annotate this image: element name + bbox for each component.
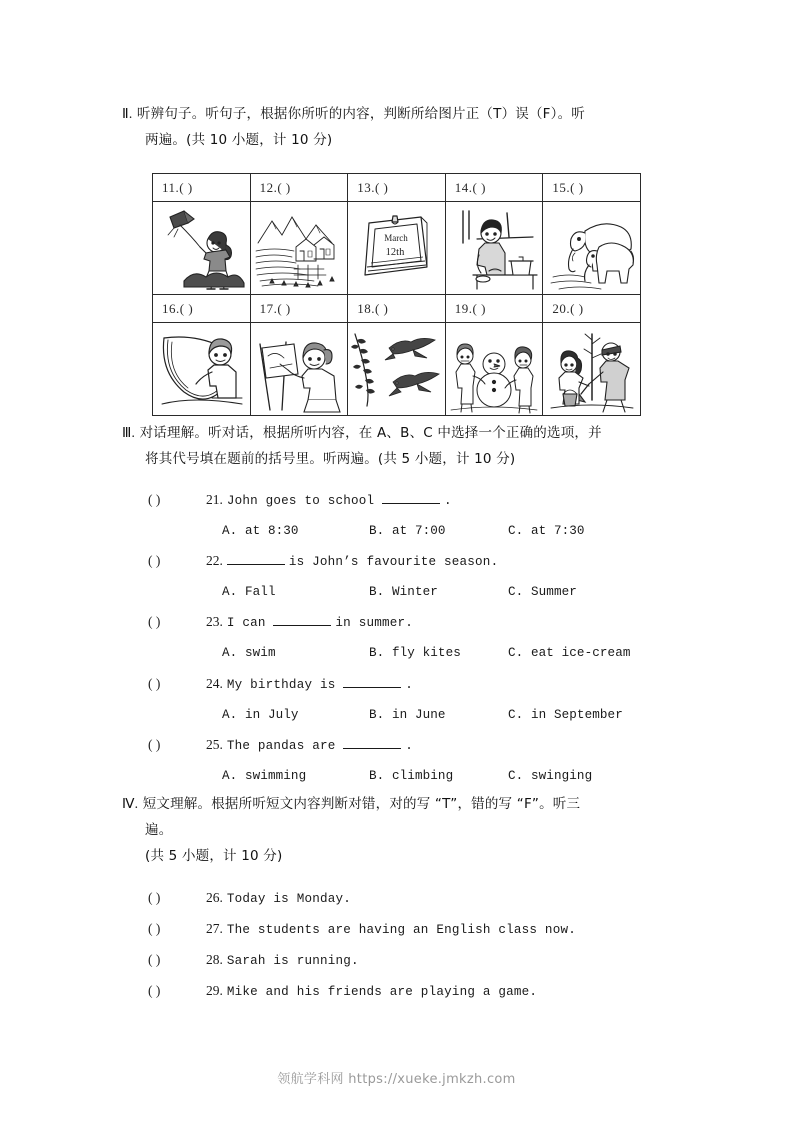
section-iv-line2: 遍。 (145, 822, 173, 838)
answer-blank-25[interactable]: ( ) (148, 737, 161, 752)
option-24-c[interactable]: C. in September (508, 708, 623, 722)
calendar-day-text: 12th (386, 247, 405, 258)
option-21-a[interactable]: A. at 8:30 (222, 524, 299, 538)
answer-blank-22[interactable]: ( ) (148, 553, 161, 568)
options-22 (222, 582, 692, 600)
children-snowman-picture (447, 324, 541, 414)
question-26 (148, 889, 688, 907)
question-text-23-before: I can (226, 616, 274, 630)
section-iii-line1: 对话理解。听对话，根据所听内容，在 A、B、C 中选择一个正确的选项，并 (139, 425, 602, 441)
question-21 (148, 491, 688, 509)
picture-cell-20 (543, 323, 641, 416)
question-number-22: 22. (206, 553, 223, 568)
section-iv-roman: Ⅳ. (122, 796, 139, 811)
answer-cell-18[interactable]: 18.( ) (348, 295, 446, 323)
option-24-b[interactable]: B. in June (369, 708, 446, 722)
picture-judgement-table (152, 173, 641, 416)
question-text-25-after: . (405, 739, 414, 753)
boy-cooking-picture (447, 203, 541, 293)
question-text-28: Sarah is running. (226, 954, 359, 968)
question-number-21: 21. (206, 492, 223, 507)
question-text-23-after: in summer. (335, 616, 413, 630)
answer-blank-28[interactable]: ( ) (148, 952, 161, 967)
answer-cell-17[interactable]: 17.( ) (250, 295, 348, 323)
section-iv-line1: 短文理解。根据所听短文内容判断对错，对的写 “T”，错的写 “F”。听三 (142, 796, 581, 812)
question-27 (148, 920, 688, 938)
picture-cell-15 (543, 202, 641, 295)
answer-blank-23[interactable]: ( ) (148, 614, 161, 629)
fill-blank-21[interactable] (382, 503, 440, 504)
swallows-willow-picture (349, 324, 443, 414)
section-iii-line2: 将其代号填在题前的括号里。听两遍。(共 5 小题，计 10 分) (145, 451, 516, 467)
section-ii-heading (122, 101, 688, 153)
options-23 (222, 643, 692, 661)
picture-cell-12 (250, 202, 348, 295)
question-text-21-after: . (444, 494, 452, 508)
answer-cell-14[interactable]: 14.( ) (445, 174, 543, 202)
footer-watermark: 领航学科网 https://xueke.jmkzh.com (277, 1072, 516, 1087)
question-number-27: 27. (206, 921, 223, 936)
question-number-23: 23. (206, 614, 223, 629)
fill-blank-22[interactable] (227, 564, 285, 565)
answer-blank-27[interactable]: ( ) (148, 921, 161, 936)
option-23-b[interactable]: B. fly kites (369, 646, 461, 660)
elephants-drinking-picture (545, 203, 639, 293)
answer-cell-12[interactable]: 12.( ) (250, 174, 348, 202)
answer-cell-19[interactable]: 19.( ) (445, 295, 543, 323)
answer-blank-24[interactable]: ( ) (148, 676, 161, 691)
question-number-26: 26. (206, 890, 223, 905)
mountain-village-field-picture (252, 203, 346, 293)
picture-cell-16 (153, 323, 251, 416)
option-23-c[interactable]: C. eat ice-cream (508, 646, 631, 660)
options-24 (222, 705, 692, 723)
question-text-29: Mike and his friends are playing a game. (226, 985, 538, 999)
options-25 (222, 766, 692, 784)
question-text-24-after: . (405, 678, 414, 692)
picture-cell-11 (153, 202, 251, 295)
girl-flying-kite-picture (154, 203, 248, 293)
girl-painting-easel-picture (252, 324, 346, 414)
picture-cell-14 (445, 202, 543, 295)
table-row (153, 174, 641, 202)
picture-cell-18 (348, 323, 446, 416)
table-row (153, 323, 641, 416)
question-number-25: 25. (206, 737, 223, 752)
answer-blank-21[interactable]: ( ) (148, 492, 161, 507)
section-iii-heading (122, 420, 688, 472)
answer-cell-16[interactable]: 16.( ) (153, 295, 251, 323)
picture-cell-13 (348, 202, 446, 295)
answer-cell-15[interactable]: 15.( ) (543, 174, 641, 202)
question-22 (148, 552, 688, 570)
question-number-29: 29. (206, 983, 223, 998)
section-ii-roman: Ⅱ. (122, 106, 133, 121)
question-number-24: 24. (206, 676, 223, 691)
fill-blank-24[interactable] (343, 687, 401, 688)
fill-blank-23[interactable] (273, 625, 331, 626)
option-24-a[interactable]: A. in July (222, 708, 299, 722)
answer-cell-11[interactable]: 11.( ) (153, 174, 251, 202)
answer-blank-26[interactable]: ( ) (148, 890, 161, 905)
question-text-21-before: John goes to school (226, 494, 383, 508)
section-iii-roman: Ⅲ. (122, 425, 136, 440)
option-21-b[interactable]: B. at 7:00 (369, 524, 446, 538)
girl-fishing-picture (154, 324, 248, 414)
option-21-c[interactable]: C. at 7:30 (508, 524, 585, 538)
fill-blank-25[interactable] (343, 748, 401, 749)
table-row (153, 295, 641, 323)
answer-cell-20[interactable]: 20.( ) (543, 295, 641, 323)
question-25 (148, 736, 688, 754)
question-text-25-before: The pandas are (226, 739, 344, 753)
option-22-a[interactable]: A. Fall (222, 585, 276, 599)
section-ii-line1: 听辨句子。听句子，根据你所听的内容，判断所给图片正（T）误（F）。听 (136, 106, 585, 122)
question-23 (148, 613, 688, 631)
question-28 (148, 951, 688, 969)
option-25-c[interactable]: C. swinging (508, 769, 593, 783)
section-ii-line2: 两遍。(共 10 小题，计 10 分) (145, 132, 333, 148)
option-25-a[interactable]: A. swimming (222, 769, 307, 783)
options-21 (222, 521, 692, 539)
option-22-c[interactable]: C. Summer (508, 585, 577, 599)
answer-cell-13[interactable]: 13.( ) (348, 174, 446, 202)
question-29 (148, 982, 688, 1000)
question-text-22-after: is John’s favourite season. (288, 555, 499, 569)
option-22-b[interactable]: B. Winter (369, 585, 438, 599)
section-iv-heading (122, 791, 688, 869)
option-25-b[interactable]: B. climbing (369, 769, 454, 783)
question-text-26: Today is Monday. (226, 892, 351, 906)
answer-blank-29[interactable]: ( ) (148, 983, 161, 998)
question-text-24-before: My birthday is (226, 678, 344, 692)
question-number-28: 28. (206, 952, 223, 967)
option-23-a[interactable]: A. swim (222, 646, 276, 660)
table-row (153, 202, 641, 295)
question-text-27: The students are having an English class now. (226, 923, 576, 937)
children-planting-tree-picture (545, 324, 639, 414)
picture-cell-17 (250, 323, 348, 416)
question-24 (148, 675, 688, 693)
calendar-march-12th-picture (349, 203, 443, 293)
section-iv-line3: (共 5 小题，计 10 分) (145, 848, 283, 864)
picture-cell-19 (445, 323, 543, 416)
calendar-month-text: March (384, 233, 409, 243)
